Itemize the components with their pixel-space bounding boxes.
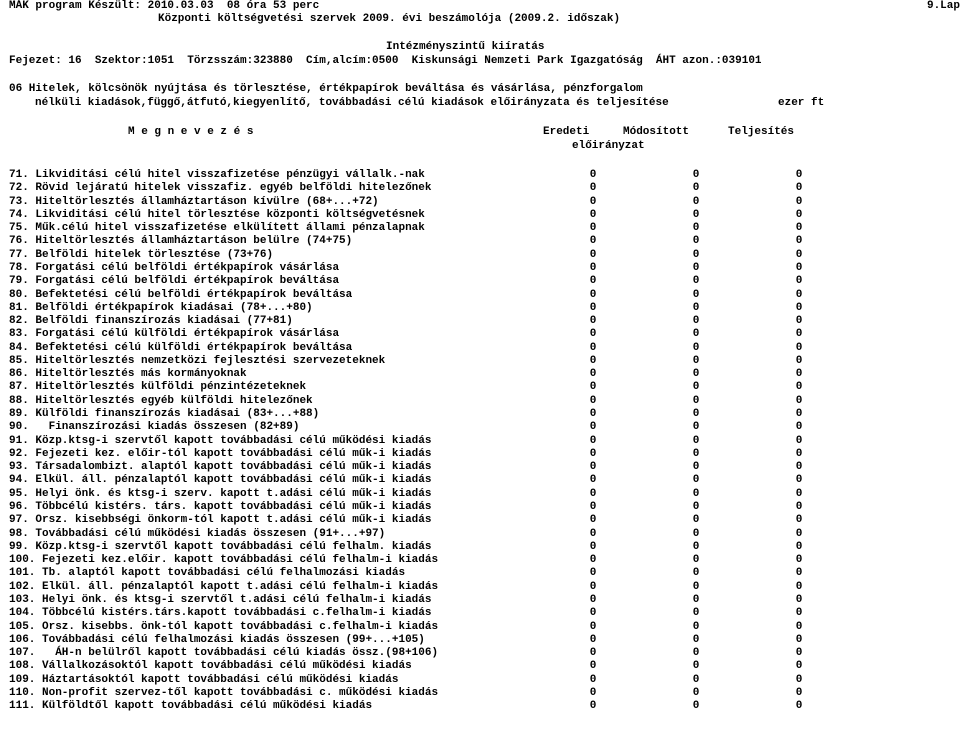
table-row <box>0 634 960 647</box>
column-header-original: Eredeti <box>543 126 590 138</box>
original-value: 0 <box>589 354 597 367</box>
table-row <box>0 700 960 713</box>
modified-value: 0 <box>692 447 700 460</box>
original-value: 0 <box>589 328 597 341</box>
row-label: 80. Befektetési célú belföldi értékpapírok beváltása <box>9 288 353 301</box>
actual-value: 0 <box>795 527 803 540</box>
original-value: 0 <box>589 593 597 606</box>
row-label: 109. Háztartásoktól kapott továbbadási célú működési kiadás <box>9 673 399 686</box>
actual-value: 0 <box>795 182 803 195</box>
row-label: 102. Elkül. áll. pénzalaptól kapott t.adási célú felhalm-i kiadás <box>9 580 439 593</box>
original-value: 0 <box>589 434 597 447</box>
actual-value: 0 <box>795 567 803 580</box>
actual-value: 0 <box>795 461 803 474</box>
actual-value: 0 <box>795 593 803 606</box>
table-row <box>0 594 960 607</box>
row-label: 74. Likviditási célú hitel törlesztése központi költségvetésnek <box>9 208 425 221</box>
table-row <box>0 687 960 700</box>
original-value: 0 <box>589 235 597 248</box>
row-label: 73. Hiteltörlesztés államháztartáson kívülre (68+...+72) <box>9 195 379 208</box>
table-row <box>0 262 960 275</box>
actual-value: 0 <box>795 381 803 394</box>
row-label: 104. Többcélú kistérs.társ.kapott továbbadási c.felhalm-i kiadás <box>9 607 432 620</box>
row-label: 96. Többcélú kistérs. társ. kapott továbbadási célú műk-i kiadás <box>9 501 432 513</box>
modified-value: 0 <box>692 235 700 248</box>
table-row <box>0 435 960 448</box>
original-value: 0 <box>589 540 597 553</box>
modified-value: 0 <box>692 182 700 195</box>
original-value: 0 <box>589 514 597 527</box>
original-value: 0 <box>589 288 597 301</box>
original-value: 0 <box>589 633 597 646</box>
table-row <box>0 196 960 209</box>
original-value: 0 <box>589 461 597 474</box>
modified-value: 0 <box>692 474 700 487</box>
table-row <box>0 328 960 341</box>
row-label: 97. Orsz. kisebbségi önkorm-tól kapott t.adási célú műk-i kiadás <box>9 514 432 527</box>
table-row <box>0 514 960 527</box>
actual-value: 0 <box>795 700 803 713</box>
original-value: 0 <box>589 607 597 620</box>
table-row <box>0 182 960 195</box>
modified-value: 0 <box>692 700 700 713</box>
modified-value: 0 <box>692 261 700 274</box>
modified-value: 0 <box>692 315 700 328</box>
original-value: 0 <box>589 686 597 699</box>
table-row <box>0 488 960 501</box>
original-value: 0 <box>589 248 597 261</box>
original-value: 0 <box>589 169 597 181</box>
row-label: 106. Továbbadási célú felhalmozási kiadás összesen (99+...+105) <box>9 633 425 646</box>
original-value: 0 <box>589 341 597 354</box>
original-value: 0 <box>589 580 597 593</box>
row-label: 91. Közp.ktsg-i szervtől kapott továbbadási célú működési kiadás <box>9 434 432 447</box>
actual-value: 0 <box>795 686 803 699</box>
original-value: 0 <box>589 208 597 221</box>
actual-value: 0 <box>795 660 803 673</box>
modified-value: 0 <box>692 195 700 208</box>
actual-value: 0 <box>795 394 803 407</box>
actual-value: 0 <box>795 222 803 235</box>
row-label: 103. Helyi önk. és ktsg-i szervtől t.adási célú felhalm-i kiadás <box>9 593 432 606</box>
modified-value: 0 <box>692 647 700 660</box>
original-value: 0 <box>589 381 597 394</box>
actual-value: 0 <box>795 540 803 553</box>
actual-value: 0 <box>795 261 803 274</box>
modified-value: 0 <box>692 222 700 235</box>
section-title-line1: 06 Hitelek, kölcsönök nyújtása és törlesztése, értékpapírok beváltása és vásárlása, pénzforgalom <box>9 83 643 95</box>
table-row <box>0 461 960 474</box>
row-label: 88. Hiteltörlesztés egyéb külföldi hitelezőnek <box>9 394 313 407</box>
modified-value: 0 <box>692 514 700 527</box>
row-label: 105. Orsz. kisebbs. önk-tól kapott továbbadási c.felhalm-i kiadás <box>9 620 439 633</box>
row-label: 94. Elkül. áll. pénzalaptól kapott továbbadási célú műk-i kiadás <box>9 474 432 487</box>
modified-value: 0 <box>692 381 700 394</box>
actual-value: 0 <box>795 208 803 221</box>
original-value: 0 <box>589 567 597 580</box>
table-row <box>0 315 960 328</box>
table-row <box>0 621 960 634</box>
original-value: 0 <box>589 487 597 500</box>
section-title-line2: nélküli kiadások,függő,átfutó,kiegyenlítő, továbbadási célú kiadások előirányzata és teljesítése <box>35 97 669 109</box>
modified-value: 0 <box>692 461 700 474</box>
actual-value: 0 <box>795 248 803 261</box>
original-value: 0 <box>589 368 597 381</box>
row-label: 107. ÁH-n belülről kapott továbbadási célú kiadás össz.(98+106) <box>9 647 439 660</box>
table-row <box>0 209 960 222</box>
column-header-modified: Módosított <box>623 126 690 138</box>
actual-value: 0 <box>795 341 803 354</box>
original-value: 0 <box>589 447 597 460</box>
original-value: 0 <box>589 195 597 208</box>
table-row <box>0 554 960 567</box>
original-value: 0 <box>589 501 597 513</box>
modified-value: 0 <box>692 607 700 620</box>
table-row <box>0 381 960 394</box>
original-value: 0 <box>589 394 597 407</box>
actual-value: 0 <box>795 607 803 620</box>
modified-value: 0 <box>692 660 700 673</box>
table-row <box>0 169 960 182</box>
actual-value: 0 <box>795 514 803 527</box>
unit-label: ezer ft <box>778 97 825 109</box>
original-value: 0 <box>589 673 597 686</box>
actual-value: 0 <box>795 487 803 500</box>
original-value: 0 <box>589 275 597 288</box>
actual-value: 0 <box>795 288 803 301</box>
modified-value: 0 <box>692 328 700 341</box>
modified-value: 0 <box>692 580 700 593</box>
actual-value: 0 <box>795 580 803 593</box>
row-label: 101. Tb. alaptól kapott továbbadási célú felhalmozási kiadás <box>9 567 406 580</box>
table-row <box>0 222 960 235</box>
modified-value: 0 <box>692 620 700 633</box>
table-row <box>0 607 960 620</box>
original-value: 0 <box>589 700 597 713</box>
actual-value: 0 <box>795 620 803 633</box>
report-title: Központi költségvetési szervek 2009. évi beszámolója (2009.2. időszak) <box>158 13 621 25</box>
original-value: 0 <box>589 182 597 195</box>
modified-value: 0 <box>692 208 700 221</box>
institution-info: Fejezet: 16 Szektor:1051 Törzsszám:323880 Cím,alcím:0500 Kiskunsági Nemzeti Park Igazgatóság ÁHT azon.:039101 <box>9 55 762 67</box>
table-row <box>0 302 960 315</box>
actual-value: 0 <box>795 501 803 513</box>
original-value: 0 <box>589 261 597 274</box>
column-header-name: M e g n e v e z é s <box>128 126 254 138</box>
actual-value: 0 <box>795 633 803 646</box>
original-value: 0 <box>589 474 597 487</box>
table-row <box>0 501 960 514</box>
page-number: 9.Lap <box>926 0 960 12</box>
modified-value: 0 <box>692 540 700 553</box>
original-value: 0 <box>589 660 597 673</box>
table-row <box>0 235 960 248</box>
original-value: 0 <box>589 647 597 660</box>
modified-value: 0 <box>692 673 700 686</box>
modified-value: 0 <box>692 368 700 381</box>
modified-value: 0 <box>692 408 700 421</box>
modified-value: 0 <box>692 527 700 540</box>
row-label: 81. Belföldi értékpapírok kiadásai (78+...+80) <box>9 301 313 314</box>
row-label: 90. Finanszírozási kiadás összesen (82+89) <box>9 421 300 434</box>
actual-value: 0 <box>795 275 803 288</box>
column-header-original-sub: előirányzat <box>572 140 645 152</box>
actual-value: 0 <box>795 315 803 328</box>
original-value: 0 <box>589 315 597 328</box>
actual-value: 0 <box>795 235 803 248</box>
modified-value: 0 <box>692 394 700 407</box>
modified-value: 0 <box>692 421 700 434</box>
actual-value: 0 <box>795 301 803 314</box>
row-label: 92. Fejezeti kez. előir-tól kapott továbbadási célú műk-i kiadás <box>9 447 432 460</box>
actual-value: 0 <box>795 408 803 421</box>
row-label: 75. Műk.célú hitel visszafizetése elkülített állami pénzalapnak <box>9 222 425 235</box>
row-label: 72. Rövid lejáratú hitelek visszafiz. egyéb belföldi hitelezőnek <box>9 182 432 195</box>
modified-value: 0 <box>692 686 700 699</box>
table-row <box>0 448 960 461</box>
table-row <box>0 249 960 262</box>
table-row <box>0 408 960 421</box>
actual-value: 0 <box>795 647 803 660</box>
row-label: 111. Külföldtől kapott továbbadási célú működési kiadás <box>9 700 373 713</box>
table-row <box>0 289 960 302</box>
row-label: 84. Befektetési célú külföldi értékpapírok beváltása <box>9 341 353 354</box>
modified-value: 0 <box>692 341 700 354</box>
actual-value: 0 <box>795 169 803 181</box>
row-label: 85. Hiteltörlesztés nemzetközi fejlesztési szervezeteknek <box>9 354 386 367</box>
modified-value: 0 <box>692 354 700 367</box>
row-label: 95. Helyi önk. és ktsg-i szerv. kapott t.adási célú műk-i kiadás <box>9 487 432 500</box>
modified-value: 0 <box>692 501 700 513</box>
row-label: 82. Belföldi finanszírozás kiadásai (77+81) <box>9 315 293 328</box>
table-row <box>0 647 960 660</box>
table-row <box>0 355 960 368</box>
row-label: 108. Vállalkozásoktól kapott továbbadási célú működési kiadás <box>9 660 412 673</box>
original-value: 0 <box>589 421 597 434</box>
row-label: 76. Hiteltörlesztés államháztartáson belülre (74+75) <box>9 235 353 248</box>
original-value: 0 <box>589 554 597 567</box>
modified-value: 0 <box>692 633 700 646</box>
modified-value: 0 <box>692 301 700 314</box>
actual-value: 0 <box>795 434 803 447</box>
modified-value: 0 <box>692 248 700 261</box>
row-label: 77. Belföldi hitelek törlesztése (73+76) <box>9 248 274 261</box>
actual-value: 0 <box>795 354 803 367</box>
column-header-actual: Teljesítés <box>728 126 795 138</box>
table-row <box>0 368 960 381</box>
modified-value: 0 <box>692 567 700 580</box>
actual-value: 0 <box>795 673 803 686</box>
original-value: 0 <box>589 222 597 235</box>
row-label: 87. Hiteltörlesztés külföldi pénzintézeteknek <box>9 381 307 394</box>
row-label: 89. Külföldi finanszírozás kiadásai (83+...+88) <box>9 408 320 421</box>
actual-value: 0 <box>795 554 803 567</box>
table-row <box>0 567 960 580</box>
row-label: 100. Fejezeti kez.előir. kapott továbbadási célú felhalm-i kiadás <box>9 554 439 567</box>
table-row <box>0 395 960 408</box>
table-row <box>0 541 960 554</box>
row-label: 78. Forgatási célú belföldi értékpapírok vásárlása <box>9 261 340 274</box>
actual-value: 0 <box>795 195 803 208</box>
original-value: 0 <box>589 620 597 633</box>
actual-value: 0 <box>795 328 803 341</box>
table-row <box>0 275 960 288</box>
table-row <box>0 474 960 487</box>
original-value: 0 <box>589 301 597 314</box>
row-label: 83. Forgatási célú külföldi értékpapírok vásárlása <box>9 328 340 341</box>
modified-value: 0 <box>692 593 700 606</box>
table-row <box>0 660 960 673</box>
modified-value: 0 <box>692 288 700 301</box>
actual-value: 0 <box>795 447 803 460</box>
report-header-left: MÁK program Készült: 2010.03.03 08 óra 53 perc <box>9 0 320 12</box>
actual-value: 0 <box>795 474 803 487</box>
row-label: 86. Hiteltörlesztés más kormányoknak <box>9 368 247 381</box>
row-label: 79. Forgatási célú belföldi értékpapírok beváltása <box>9 275 340 288</box>
modified-value: 0 <box>692 275 700 288</box>
table-row <box>0 581 960 594</box>
original-value: 0 <box>589 527 597 540</box>
modified-value: 0 <box>692 487 700 500</box>
row-label: 98. Továbbadási célú működési kiadás összesen (91+...+97) <box>9 527 386 540</box>
modified-value: 0 <box>692 434 700 447</box>
row-label: 93. Társadalombizt. alaptól kapott továbbadási célú műk-i kiadás <box>9 461 432 474</box>
row-label: 110. Non-profit szervez-től kapott továbbadási c. működési kiadás <box>9 686 439 699</box>
row-label: 99. Közp.ktsg-i szervtől kapott továbbadási célú felhalm. kiadás <box>9 540 432 553</box>
table-row <box>0 528 960 541</box>
actual-value: 0 <box>795 421 803 434</box>
modified-value: 0 <box>692 554 700 567</box>
table-row <box>0 421 960 434</box>
table-row <box>0 674 960 687</box>
modified-value: 0 <box>692 169 700 181</box>
institution-title: Intézményszintű kiíratás <box>386 41 545 53</box>
table-row <box>0 342 960 355</box>
row-label: 71. Likviditási célú hitel visszafizetése pénzügyi vállalk.-nak <box>9 169 425 181</box>
actual-value: 0 <box>795 368 803 381</box>
original-value: 0 <box>589 408 597 421</box>
